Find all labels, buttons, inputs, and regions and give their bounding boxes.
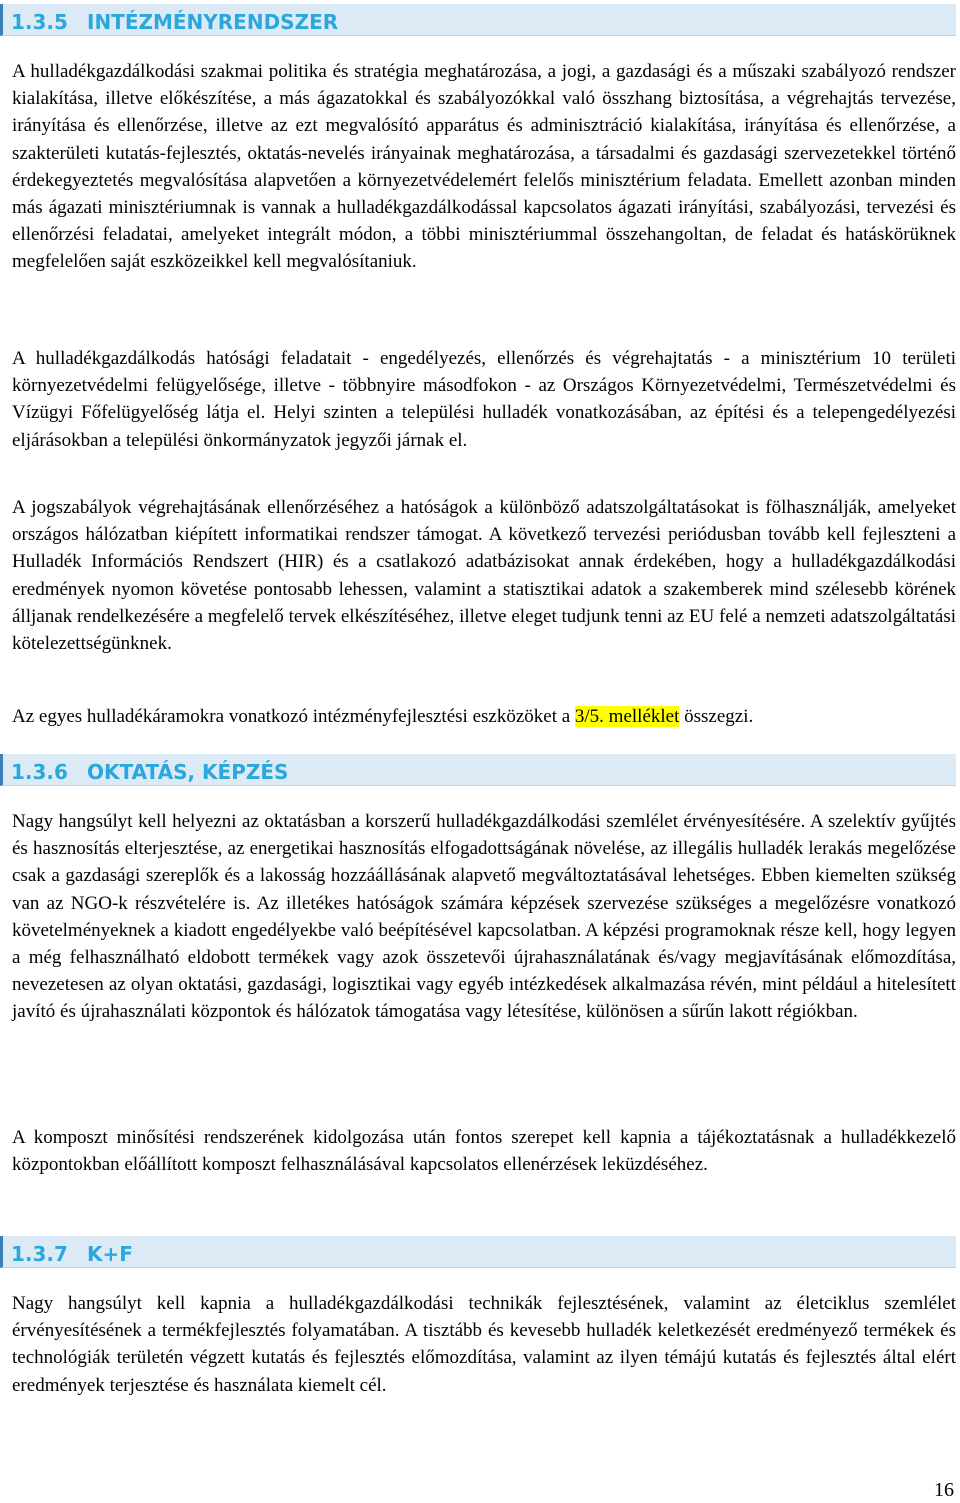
section-number: 1.3.5 bbox=[11, 10, 68, 34]
section-title: K+F bbox=[87, 1242, 133, 1266]
annex-reference-highlight: 3/5. melléklet bbox=[574, 706, 680, 727]
paragraph-research-1: Nagy hangsúlyt kell kapnia a hulladékgazdálkodási technikák fejlesztésének, valamint az életciklus szemlélet érvényesítésének a termékfejlesztés folyamatában. A tisztább és kevesebb hulladék keletkezését eredményező termékek és technológiák területén végzett kutatás és fejlesztés előmozdítása, valamint az ilyen témájú kutatás és fejlesztés által elért eredmények terjesztése és használata kiemelt cél. bbox=[12, 1293, 956, 1396]
section-heading-1-3-5 bbox=[0, 4, 956, 36]
section-heading-1-3-6 bbox=[0, 754, 956, 786]
section-heading-1-3-7 bbox=[0, 1236, 956, 1268]
paragraph-text: összegzi. bbox=[679, 706, 754, 727]
section-number: 1.3.7 bbox=[11, 1242, 68, 1266]
page-number: 16 bbox=[934, 1479, 954, 1501]
section-number: 1.3.6 bbox=[11, 760, 68, 784]
paragraph-institutions-3: A jogszabályok végrehajtásának ellenőrzéséhez a hatóságok a különböző adatszolgáltatásokat is fölhasználják, amelyeket országos hálózatban kiépített informatikai rendszer támogat. A következő tervezési periódusban tovább kell fejleszteni a Hulladék Információs Rendszert (HIR) és a csatlakozó adatbázisokat annak érdekében, hogy a hulladékgazdálkodási eredmények nyomon követése pontosabb lehessen, valamint a statisztikai adatok a szakemberek mind szélesebb körének álljanak rendelkezésére a megfelelő tervek elkészítéséhez, illetve eleget tudjunk tenni az EU felé a nemzeti adatszolgáltatási kötelezettségünknek. bbox=[12, 497, 956, 655]
paragraph-education-2: A komposzt minősítési rendszerének kidolgozása után fontos szerepet kell kapnia a tájékoztatásnak a hulladékkezelő központokban előállított komposzt felhasználásával kapcsolatos ellenérzések leküzdéséhez. bbox=[12, 1127, 956, 1176]
paragraph-institutions-1: A hulladékgazdálkodási szakmai politika és stratégia meghatározása, a jogi, a gazdasági és a műszaki szabályozó rendszer kialakítása, illetve előkészítése, a más ágazatokkal és szabályozókkal való összhang biztosítása, a végrehajtás tervezése, irányítása és ellenőrzése, illetve az ezt megvalósító apparátus és adminisztráció kialakítása, irányítása és ellenőrzése, a szakterületi kutatás-fejlesztés, oktatás-nevelés irányainak meghatározása, a társadalmi és gazdasági szervezetekkel történő érdekegyeztetés megvalósítása alapvetően a környezetvédelemért felelős minisztérium feladata. Emellett azonban minden más ágazati minisztériumnak is vannak a hulladékgazdálkodással kapcsolatos ágazati irányítási, szabályozási, tervezési és ellenőrzési feladatai, amelyeket integrált módon, a többi minisztériummal összehangoltan, de feladat és hatáskörüknek megfelelően saját eszközeikkel kell megvalósítaniuk. bbox=[12, 61, 956, 273]
paragraph-text: Az egyes hulladékáramokra vonatkozó intézményfejlesztési eszközöket a bbox=[12, 706, 575, 727]
paragraph-institutions-4 bbox=[12, 703, 956, 730]
section-title: INTÉZMÉNYRENDSZER bbox=[87, 10, 339, 34]
paragraph-institutions-2: A hulladékgazdálkodás hatósági feladatait - engedélyezés, ellenőrzés és végrehajtatás - a minisztérium 10 területi környezetvédelmi felügyelősége, illetve - többnyire másodfokon - az Országos Környezetvédelmi, Természetvédelmi és Vízügyi Főfelügyelőség látja el. Helyi szinten a települési hulladék vonatkozásában, az építési és a telepengedélyezési eljárásokban a települési önkormányzatok jegyzői járnak el. bbox=[12, 348, 956, 451]
section-title: OKTATÁS, KÉPZÉS bbox=[87, 760, 289, 784]
paragraph-education-1: Nagy hangsúlyt kell helyezni az oktatásban a korszerű hulladékgazdálkodási szemlélet érvényesítésére. A szelektív gyűjtés és hasznosítás elterjesztése, az energetikai hasznosítás elfogadottságának növelése, az illegális hulladék lerakás megelőzése csak a gazdasági szereplők és a lakosság hozzáállásának alapvető megváltoztatásával lehetséges. Ebben kiemelten szükség van az NGO-k részvételére is. Az illetékes hatóságok számára képzések szervezése szükséges a megelőzésre vonatkozó követelményeknek a kiadott engedélyekbe való beépítésével kapcsolatban. A képzési programoknak része kell, hogy legyen a még felhasználható eldobott termékek vagy azok összetevői újrahasználatának és/vagy megjavításának előmozdítása, nevezetesen az olyan oktatási, gazdasági, logisztikai vagy egyéb intézkedések alkalmazása révén, mint például a hitelesített javító és újrahasználati központok és hálózatok támogatása vagy létesítése, különösen a sűrűn lakott régiókban. bbox=[12, 811, 956, 1023]
